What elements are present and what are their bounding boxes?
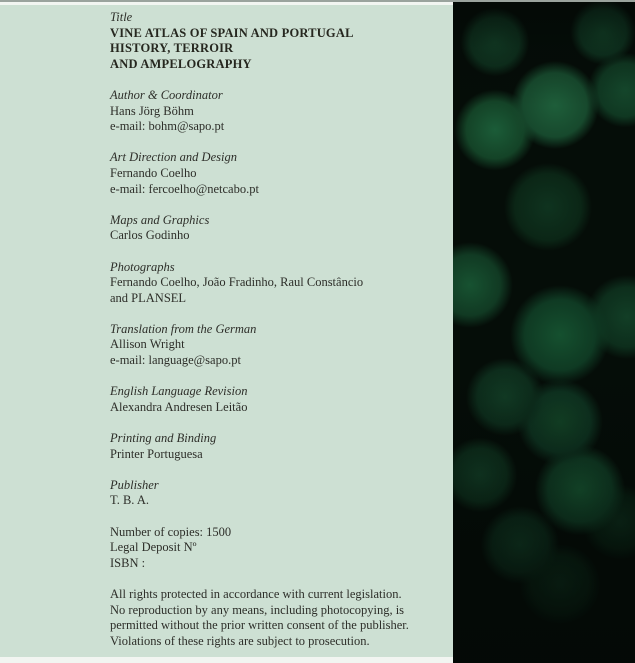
section-edition-info	[110, 525, 445, 572]
section-title	[110, 10, 445, 72]
rights-line: All rights protected in accordance with current legislation.	[110, 586, 402, 601]
section-label: Title	[110, 10, 133, 24]
colophon-panel	[0, 5, 453, 657]
section-label: Publisher	[110, 477, 159, 492]
section-translation	[110, 322, 445, 369]
legal-deposit-line: Legal Deposit Nº	[110, 540, 197, 555]
colophon-text	[110, 10, 445, 663]
section-art-direction	[110, 150, 445, 197]
rights-line: Violations of these rights are subject to prosecution.	[110, 633, 370, 648]
designer-email: e-mail: fercoelho@netcabo.pt	[110, 181, 259, 196]
translator-name: Allison Wright	[110, 337, 185, 352]
section-label: Maps and Graphics	[110, 212, 210, 227]
isbn-line: ISBN :	[110, 555, 146, 570]
printer-name: Printer Portuguesa	[110, 446, 203, 461]
publisher-name: T. B. A.	[110, 493, 150, 508]
rights-line: No reproduction by any means, including photocopying, is	[110, 602, 405, 617]
book-subtitle-line: AND AMPELOGRAPHY	[110, 56, 252, 71]
section-publisher	[110, 478, 445, 509]
section-label: Photographs	[110, 259, 175, 274]
section-label: Printing and Binding	[110, 431, 217, 446]
grapes-photo	[453, 2, 635, 663]
section-label: English Language Revision	[110, 384, 248, 399]
section-label: Author & Coordinator	[110, 87, 223, 102]
photographers-line: and PLANSEL	[110, 290, 187, 305]
translator-email: e-mail: language@sapo.pt	[110, 353, 241, 368]
revisor-name: Alexandra Andresen Leitão	[110, 399, 248, 414]
book-title-line: VINE ATLAS OF SPAIN AND PORTUGAL	[110, 25, 354, 40]
photographers-line: Fernando Coelho, João Fradinho, Raul Constâncio	[110, 275, 364, 290]
section-label: Art Direction and Design	[110, 150, 237, 165]
author-email: e-mail: bohm@sapo.pt	[110, 119, 225, 134]
section-photographs	[110, 260, 445, 307]
section-label: Translation from the German	[110, 321, 257, 336]
book-subtitle-line: HISTORY, TERROIR	[110, 41, 234, 56]
copies-line: Number of copies: 1500	[110, 524, 232, 539]
section-rights	[110, 587, 445, 649]
author-name: Hans Jörg Böhm	[110, 103, 194, 118]
section-printing	[110, 431, 445, 462]
rights-line: permitted without the prior written consent of the publisher.	[110, 618, 409, 633]
maps-name: Carlos Godinho	[110, 228, 190, 243]
designer-name: Fernando Coelho	[110, 165, 197, 180]
section-maps	[110, 213, 445, 244]
section-revision	[110, 384, 445, 415]
section-author	[110, 88, 445, 135]
